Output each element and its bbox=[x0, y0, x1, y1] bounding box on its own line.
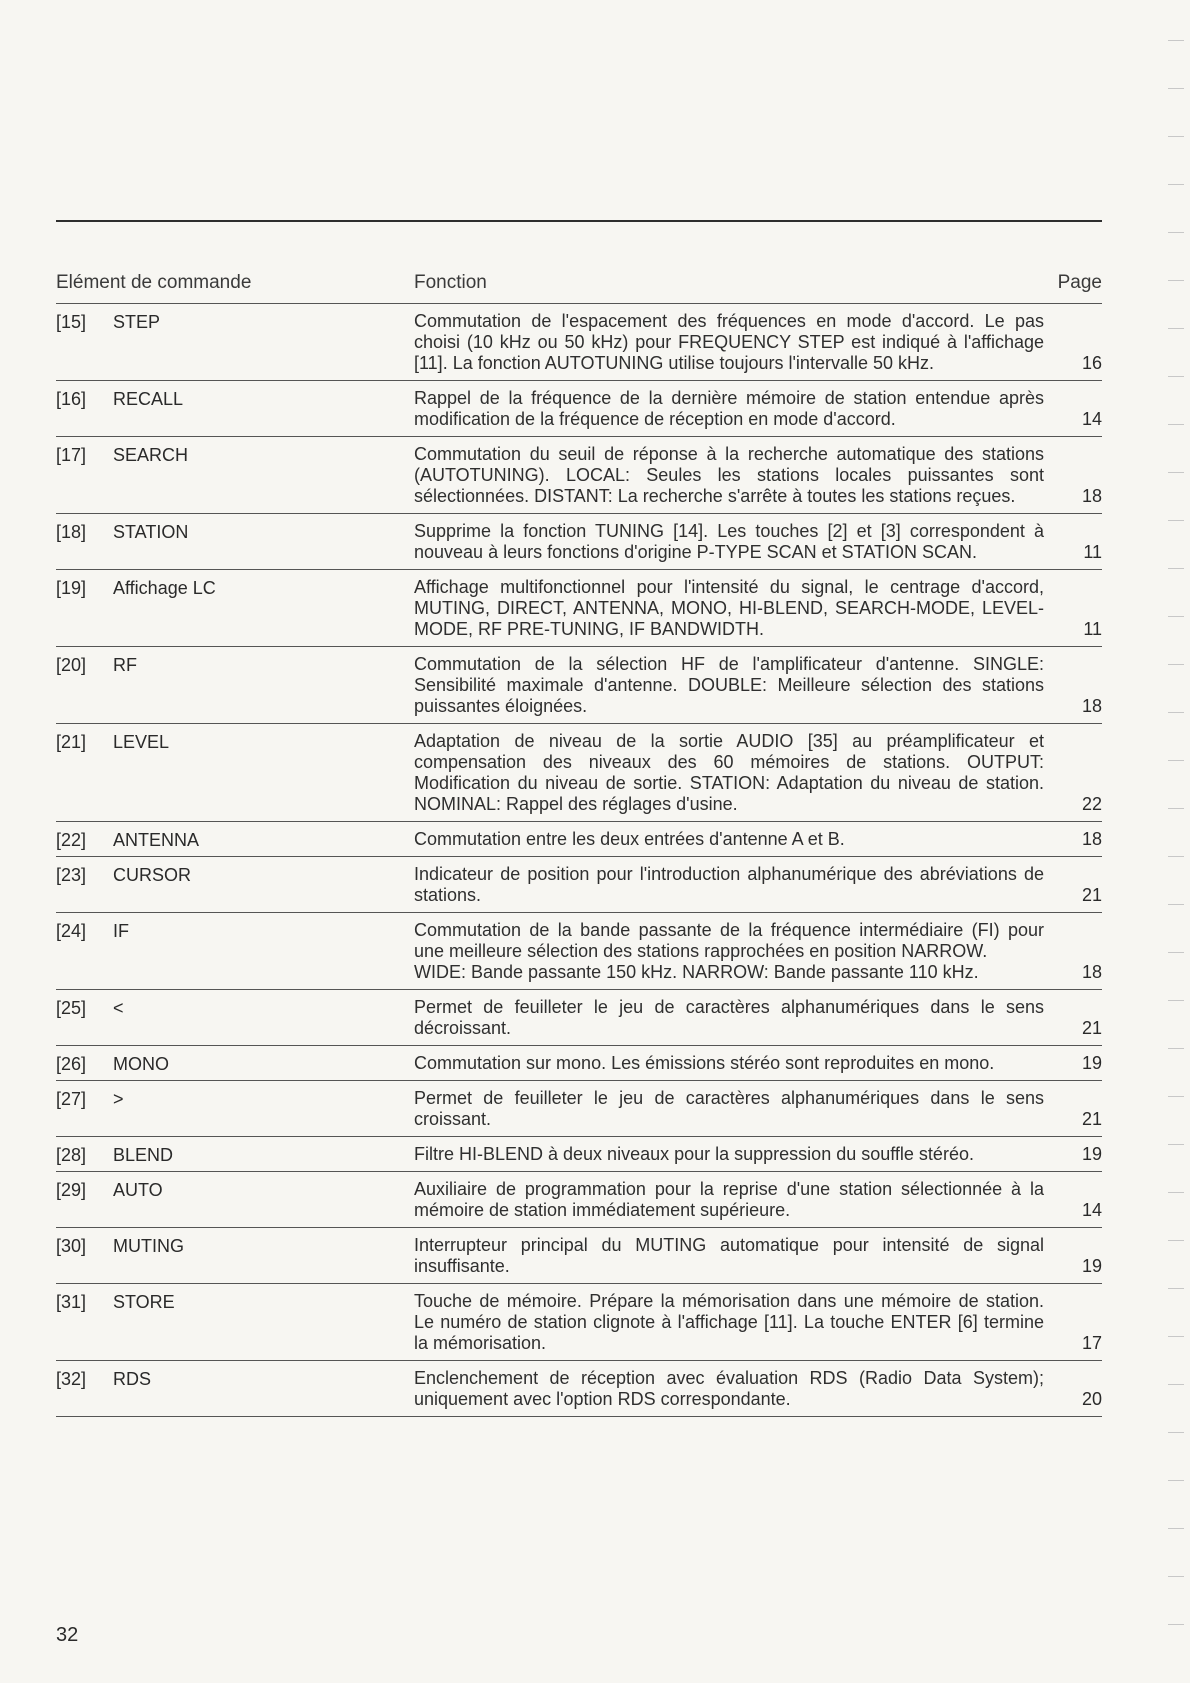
edge-mark bbox=[1168, 1384, 1184, 1385]
table-row bbox=[56, 646, 1102, 723]
table-row bbox=[56, 821, 1102, 856]
header-control-element: Elément de commande bbox=[56, 272, 252, 293]
edge-mark bbox=[1168, 1576, 1184, 1577]
control-number: [18] bbox=[56, 522, 87, 542]
control-name: IF bbox=[113, 921, 129, 941]
control-name: < bbox=[113, 998, 124, 1018]
top-rule bbox=[56, 220, 1102, 222]
control-name: RF bbox=[113, 655, 137, 675]
function-description bbox=[414, 864, 1044, 906]
page-reference: 11 bbox=[1083, 542, 1102, 562]
function-text: Enclenchement de réception avec évaluation RDS (Radio Data System); uniquement avec l'option RDS correspondante. bbox=[414, 1368, 1044, 1409]
control-number: [31] bbox=[56, 1292, 87, 1312]
page-reference: 21 bbox=[1081, 885, 1102, 905]
function-description bbox=[414, 731, 1044, 815]
function-text: Rappel de la fréquence de la dernière mémoire de station entendue après modification de la fréquence de réception en mode d'accord. bbox=[414, 388, 1044, 429]
control-name: STATION bbox=[113, 522, 189, 542]
control-name: CURSOR bbox=[113, 865, 192, 885]
edge-mark bbox=[1168, 376, 1184, 377]
page-reference: 11 bbox=[1083, 619, 1102, 639]
control-name: STEP bbox=[113, 312, 161, 332]
function-text: Commutation entre les deux entrées d'antenne A et B. bbox=[414, 829, 845, 849]
page-reference: 18 bbox=[1081, 696, 1102, 716]
page-reference: 19 bbox=[1081, 1144, 1102, 1164]
table-row bbox=[56, 569, 1102, 646]
control-name: > bbox=[113, 1089, 124, 1109]
table-row bbox=[56, 1045, 1102, 1080]
edge-mark bbox=[1168, 1000, 1184, 1001]
control-number: [23] bbox=[56, 865, 87, 885]
edge-mark bbox=[1168, 472, 1184, 473]
page-reference: 20 bbox=[1081, 1389, 1102, 1409]
edge-mark bbox=[1168, 856, 1184, 857]
edge-mark bbox=[1168, 1528, 1184, 1529]
function-text: Interrupteur principal du MUTING automatique pour intensité de signal insuffisante. bbox=[414, 1235, 1044, 1276]
function-description bbox=[414, 577, 1044, 640]
control-name: MUTING bbox=[113, 1236, 184, 1256]
table-row bbox=[56, 1227, 1102, 1283]
table-row bbox=[56, 1080, 1102, 1136]
function-description bbox=[414, 1368, 1044, 1410]
control-name: LEVEL bbox=[113, 732, 170, 752]
function-description bbox=[414, 1179, 1044, 1221]
edge-mark bbox=[1168, 232, 1184, 233]
function-description bbox=[414, 1144, 1044, 1165]
function-text: Permet de feuilleter le jeu de caractères alphanumériques dans le sens croissant. bbox=[414, 1088, 1044, 1129]
edge-mark bbox=[1168, 1096, 1184, 1097]
page-reference: 18 bbox=[1081, 829, 1102, 849]
edge-mark bbox=[1168, 1432, 1184, 1433]
control-number: [22] bbox=[56, 830, 87, 850]
edge-mark bbox=[1168, 568, 1184, 569]
function-description bbox=[414, 1053, 1044, 1074]
page-reference: 18 bbox=[1081, 962, 1102, 982]
control-number: [32] bbox=[56, 1369, 87, 1389]
control-number: [30] bbox=[56, 1236, 87, 1256]
table-row bbox=[56, 912, 1102, 989]
table-row bbox=[56, 1171, 1102, 1227]
function-text-extra: WIDE: Bande passante 150 kHz. NARROW: Bande passante 110 kHz. bbox=[414, 962, 979, 982]
edge-mark bbox=[1168, 952, 1184, 953]
edge-mark bbox=[1168, 328, 1184, 329]
edge-mark bbox=[1168, 1144, 1184, 1145]
function-description bbox=[414, 920, 1044, 983]
function-text: Adaptation de niveau de la sortie AUDIO [35] au préamplificateur et compensation des niveaux des 60 mémoires de stations. OUTPUT: Modification du niveau de sortie. STATION: Adaptation du niveau de station. NOMINAL: Rappel des réglages d'usine. bbox=[414, 731, 1044, 814]
page-reference: 21 bbox=[1081, 1018, 1102, 1038]
page-reference: 14 bbox=[1081, 1200, 1102, 1220]
function-text: Commutation du seuil de réponse à la recherche automatique des stations (AUTOTUNING). LOCAL: Seules les stations locales puissantes sont sélectionnées. DISTANT: La recherche s'arrête à toutes les stations reçues. bbox=[414, 444, 1044, 506]
table-row bbox=[56, 1283, 1102, 1360]
page-reference: 22 bbox=[1081, 794, 1102, 814]
control-number: [24] bbox=[56, 921, 87, 941]
page-reference: 18 bbox=[1081, 486, 1102, 506]
control-name: AUTO bbox=[113, 1180, 163, 1200]
control-name: SEARCH bbox=[113, 445, 189, 465]
function-text: Affichage multifonctionnel pour l'intensité du signal, le centrage d'accord, MUTING, DIRECT, ANTENNA, MONO, HI-BLEND, SEARCH-MODE, LEVEL-MODE, RF PRE-TUNING, IF BANDWIDTH. bbox=[414, 577, 1044, 639]
table-row bbox=[56, 513, 1102, 569]
edge-mark bbox=[1168, 664, 1184, 665]
control-name: STORE bbox=[113, 1292, 175, 1312]
edge-mark bbox=[1168, 280, 1184, 281]
scan-edge-marks bbox=[1160, 40, 1190, 1680]
control-number: [29] bbox=[56, 1180, 87, 1200]
function-text: Indicateur de position pour l'introduction alphanumérique des abréviations de stations. bbox=[414, 864, 1044, 905]
control-number: [16] bbox=[56, 389, 87, 409]
function-description bbox=[414, 1088, 1044, 1130]
control-number: [19] bbox=[56, 578, 87, 598]
control-name: MONO bbox=[113, 1054, 169, 1074]
function-description bbox=[414, 829, 1044, 850]
page-reference: 17 bbox=[1081, 1333, 1102, 1353]
function-description bbox=[414, 654, 1044, 717]
page-reference: 14 bbox=[1081, 409, 1102, 429]
table-row bbox=[56, 436, 1102, 513]
control-number: [20] bbox=[56, 655, 87, 675]
function-description bbox=[414, 1235, 1044, 1277]
function-description bbox=[414, 997, 1044, 1039]
function-description bbox=[414, 388, 1044, 430]
control-number: [17] bbox=[56, 445, 87, 465]
function-text: Commutation de l'espacement des fréquences en mode d'accord. Le pas choisi (10 kHz ou 50 kHz) pour FREQUENCY STEP est indiqué à l'affichage [11]. La fonction AUTOTUNING utilise toujours l'intervalle 50 kHz. bbox=[414, 311, 1044, 373]
edge-mark bbox=[1168, 520, 1184, 521]
control-table bbox=[56, 303, 1102, 1417]
function-text: Permet de feuilleter le jeu de caractères alphanumériques dans le sens décroissant. bbox=[414, 997, 1044, 1038]
edge-mark bbox=[1168, 88, 1184, 89]
page-reference: 16 bbox=[1081, 353, 1102, 373]
function-description bbox=[414, 444, 1044, 507]
page-reference: 21 bbox=[1081, 1109, 1102, 1129]
table-row bbox=[56, 989, 1102, 1045]
edge-mark bbox=[1168, 1048, 1184, 1049]
edge-mark bbox=[1168, 616, 1184, 617]
edge-mark bbox=[1168, 1288, 1184, 1289]
table-row bbox=[56, 303, 1102, 380]
edge-mark bbox=[1168, 808, 1184, 809]
edge-mark bbox=[1168, 184, 1184, 185]
header-page: Page bbox=[1057, 272, 1102, 293]
edge-mark bbox=[1168, 1480, 1184, 1481]
edge-mark bbox=[1168, 760, 1184, 761]
control-name: RECALL bbox=[113, 389, 184, 409]
function-text: Supprime la fonction TUNING [14]. Les touches [2] et [3] correspondent à nouveau à leurs fonctions d'origine P-TYPE SCAN et STATION SCAN. bbox=[414, 521, 1044, 562]
function-text: Commutation sur mono. Les émissions stéréo sont reproduites en mono. bbox=[414, 1053, 995, 1073]
function-text: Filtre HI-BLEND à deux niveaux pour la suppression du souffle stéréo. bbox=[414, 1144, 974, 1164]
function-description bbox=[414, 521, 1044, 563]
table-row bbox=[56, 856, 1102, 912]
function-text: Touche de mémoire. Prépare la mémorisation dans une mémoire de station. Le numéro de station clignote à l'affichage [11]. La touche ENTER [6] termine la mémorisation. bbox=[414, 1291, 1044, 1353]
edge-mark bbox=[1168, 1192, 1184, 1193]
function-text: Auxiliaire de programmation pour la reprise d'une station sélectionnée à la mémoire de station immédiatement supérieure. bbox=[414, 1179, 1044, 1220]
control-name: Affichage LC bbox=[113, 578, 216, 598]
function-text: Commutation de la bande passante de la fréquence intermédiaire (FI) pour une meilleure sélection des stations rapprochées en position NARROW. bbox=[414, 920, 1044, 961]
control-number: [15] bbox=[56, 312, 87, 332]
edge-mark bbox=[1168, 712, 1184, 713]
table-row bbox=[56, 1136, 1102, 1171]
header-function: Fonction bbox=[414, 272, 487, 293]
control-number: [25] bbox=[56, 998, 87, 1018]
page-reference: 19 bbox=[1081, 1053, 1102, 1073]
page-reference: 19 bbox=[1081, 1256, 1102, 1276]
control-number: [26] bbox=[56, 1054, 87, 1074]
edge-mark bbox=[1168, 136, 1184, 137]
control-number: [21] bbox=[56, 732, 87, 752]
control-number: [28] bbox=[56, 1145, 87, 1165]
control-name: ANTENNA bbox=[113, 830, 200, 850]
edge-mark bbox=[1168, 40, 1184, 41]
edge-mark bbox=[1168, 1336, 1184, 1337]
function-text: Commutation de la sélection HF de l'amplificateur d'antenne. SINGLE: Sensibilité maximale d'antenne. DOUBLE: Meilleure sélection des stations puissantes éloignées. bbox=[414, 654, 1044, 716]
edge-mark bbox=[1168, 1240, 1184, 1241]
control-name: BLEND bbox=[113, 1145, 174, 1165]
edge-mark bbox=[1168, 904, 1184, 905]
table-row bbox=[56, 1360, 1102, 1417]
table-row bbox=[56, 380, 1102, 436]
function-description bbox=[414, 311, 1044, 374]
control-number: [27] bbox=[56, 1089, 87, 1109]
edge-mark bbox=[1168, 1624, 1184, 1625]
control-name: RDS bbox=[113, 1369, 152, 1389]
edge-mark bbox=[1168, 424, 1184, 425]
table-row bbox=[56, 723, 1102, 821]
function-description bbox=[414, 1291, 1044, 1354]
page-number: 32 bbox=[56, 1624, 79, 1646]
